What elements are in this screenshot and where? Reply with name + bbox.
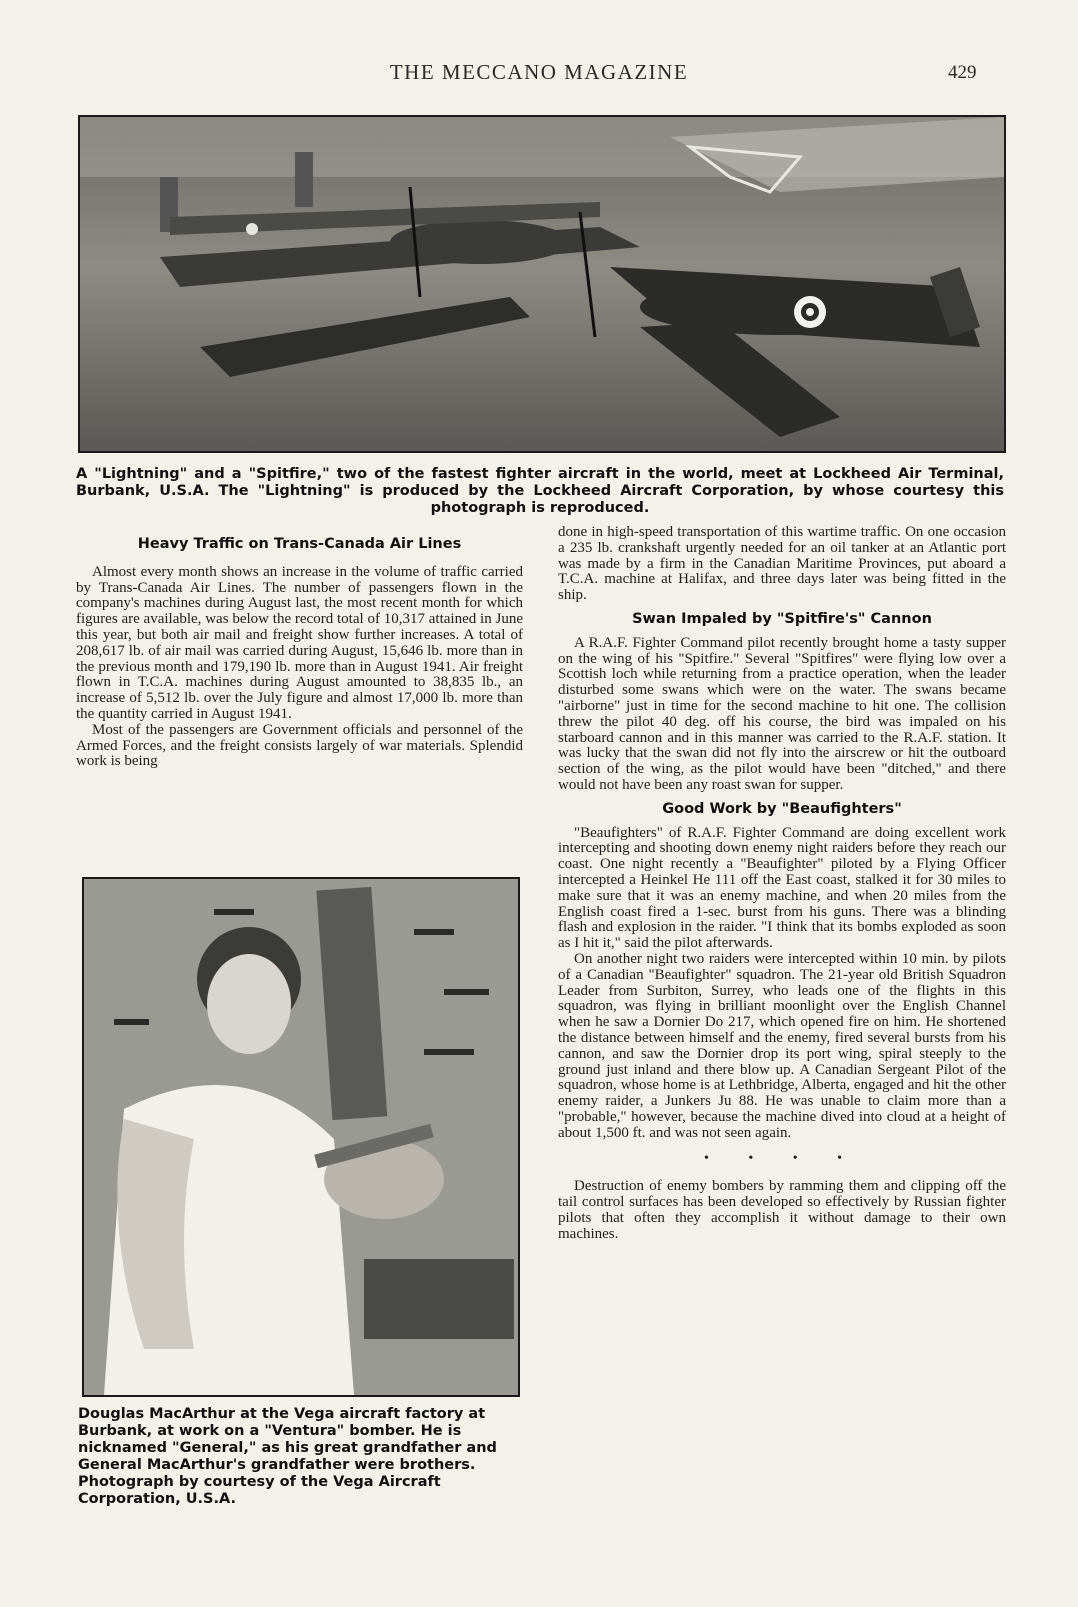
page-number: 429	[948, 62, 977, 83]
paragraph-traffic-2: Most of the passengers are Government officials and personnel of the Armed Forces, and the freight consists largely of war materials. Splendid work is being	[76, 721, 523, 770]
paragraph-beaufighters-2: On another night two raiders were intercepted within 10 min. by pilots of a Canadian "Beaufighter" squadron. The 21-year old British Squadron Leader from Surbiton, Surrey, who leads one of the flights in this squadron, was flying in brilliant moonlight over the English Channel when he saw a Dornier Do 217, which opened fire on him. He shortened the distance between himself and the enemy, fired several bursts from his cannon, and saw the Dornier drop its port wing, spiral steeply to the ground just inland and there blow up. A Canadian Sergeant Pilot of the squadron, whose home is at Lethbridge, Alberta, engaged and hit the other enemy raider, a Junkers Ju 88. He was unable to claim more than a "probable," however, because the machine dived into cloud at a height of about 1,500 ft. and was not seen again.	[558, 950, 1006, 1141]
paragraph-swan: A R.A.F. Fighter Command pilot recently brought home a tasty supper on the wing of his "Spitfire." Several "Spitfires" were flying low over a Scottish loch while returning from a practice operation, when the leader disturbed some swans which were on the water. The swans became "airborne" just in time for the second machine to hit one. The collision threw the pilot 40 deg. off his course, the bird was impaled on his starboard cannon and in this manner was carried to the R.A.F. station. It was lucky that the swan did not fly into the airscrew or hit the outboard section of the wing, as the pilot would have been "ditched," and there would not have been any roast swan for supper.	[558, 634, 1006, 793]
heading-beaufighters: Good Work by "Beaufighters"	[662, 800, 902, 817]
heading-swan-impaled: Swan Impaled by "Spitfire's" Cannon	[632, 610, 932, 627]
macarthur-photo	[82, 877, 520, 1397]
aircraft-illustration	[80, 117, 1004, 451]
section-separator: • • • •	[703, 1151, 861, 1167]
paragraph-russian-pilots: Destruction of enemy bombers by ramming them and clipping off the tail control surfaces has been developed so effectively by Russian fighter pilots that often they accomplish it without damage to their own machines.	[558, 1178, 1006, 1242]
worker-illustration	[84, 879, 518, 1395]
paragraph-traffic-continued: done in high-speed transportation of this wartime traffic. On one occasion a 235 lb. crankshaft urgently needed for an oil tanker at an Atlantic port was made by a firm in the Canadian Maritime Provinces, put aboard a T.C.A. machine at Halifax, and three days later was being fitted in the ship.	[558, 524, 1006, 604]
top-photo-caption: A "Lightning" and a "Spitfire," two of the fastest fighter aircraft in the world, meet at Lockheed Air Terminal, Burbank, U.S.A. The "Lightning" is produced by the Lockheed Aircraft Corporation, by whose courtesy this photograph is reproduced.	[76, 466, 1004, 516]
heading-heavy-traffic: Heavy Traffic on Trans-Canada Air Lines	[137, 536, 462, 552]
page-header	[0, 60, 1078, 90]
left-column	[76, 533, 523, 770]
right-column	[558, 525, 1006, 1242]
magazine-title: THE MECCANO MAGAZINE	[389, 60, 689, 84]
aircraft-photo	[78, 115, 1006, 453]
paragraph-beaufighters-1: "Beaufighters" of R.A.F. Fighter Command are doing excellent work intercepting and shooting down enemy night raiders before they reach our coast. One night recently a "Beaufighter" piloted by a Flying Officer intercepted a Heinkel He 111 off the East coast, stalked it for 30 miles to make sure that it was an enemy machine, and when 20 miles from the English coast fired a 1-sec. burst from his guns. There was a blinding flash and explosion in the raider. "I think that its bombs exploded as soon as I hit it," said the pilot afterwards.	[558, 824, 1006, 952]
bottom-photo-caption: Douglas MacArthur at the Vega aircraft factory at Burbank, at work on a "Ventura" bomber. He is nicknamed "General," as his great grandfather and General MacArthur's grandfather were brothers. Photograph by courtesy of the Vega Aircraft Corporation, U.S.A.	[78, 1406, 497, 1507]
paragraph-traffic-1: Almost every month shows an increase in the volume of traffic carried by Trans-Canada Air Lines. The number of passengers flown in the company's machines during August last, the most recent month for which figures are available, was below the record total of 10,317 attained in June this year, but both air mail and freight show further increases. A total of 208,617 lb. of air mail was carried during August, 15,646 lb. more than in the previous month and 179,190 lb. more than in August 1941. Air freight flown in T.C.A. machines during August amounted to 38,835 lb., an increase of 5,512 lb. over the July figure and almost 17,000 lb. more than the quantity carried in August 1941.	[76, 563, 523, 722]
